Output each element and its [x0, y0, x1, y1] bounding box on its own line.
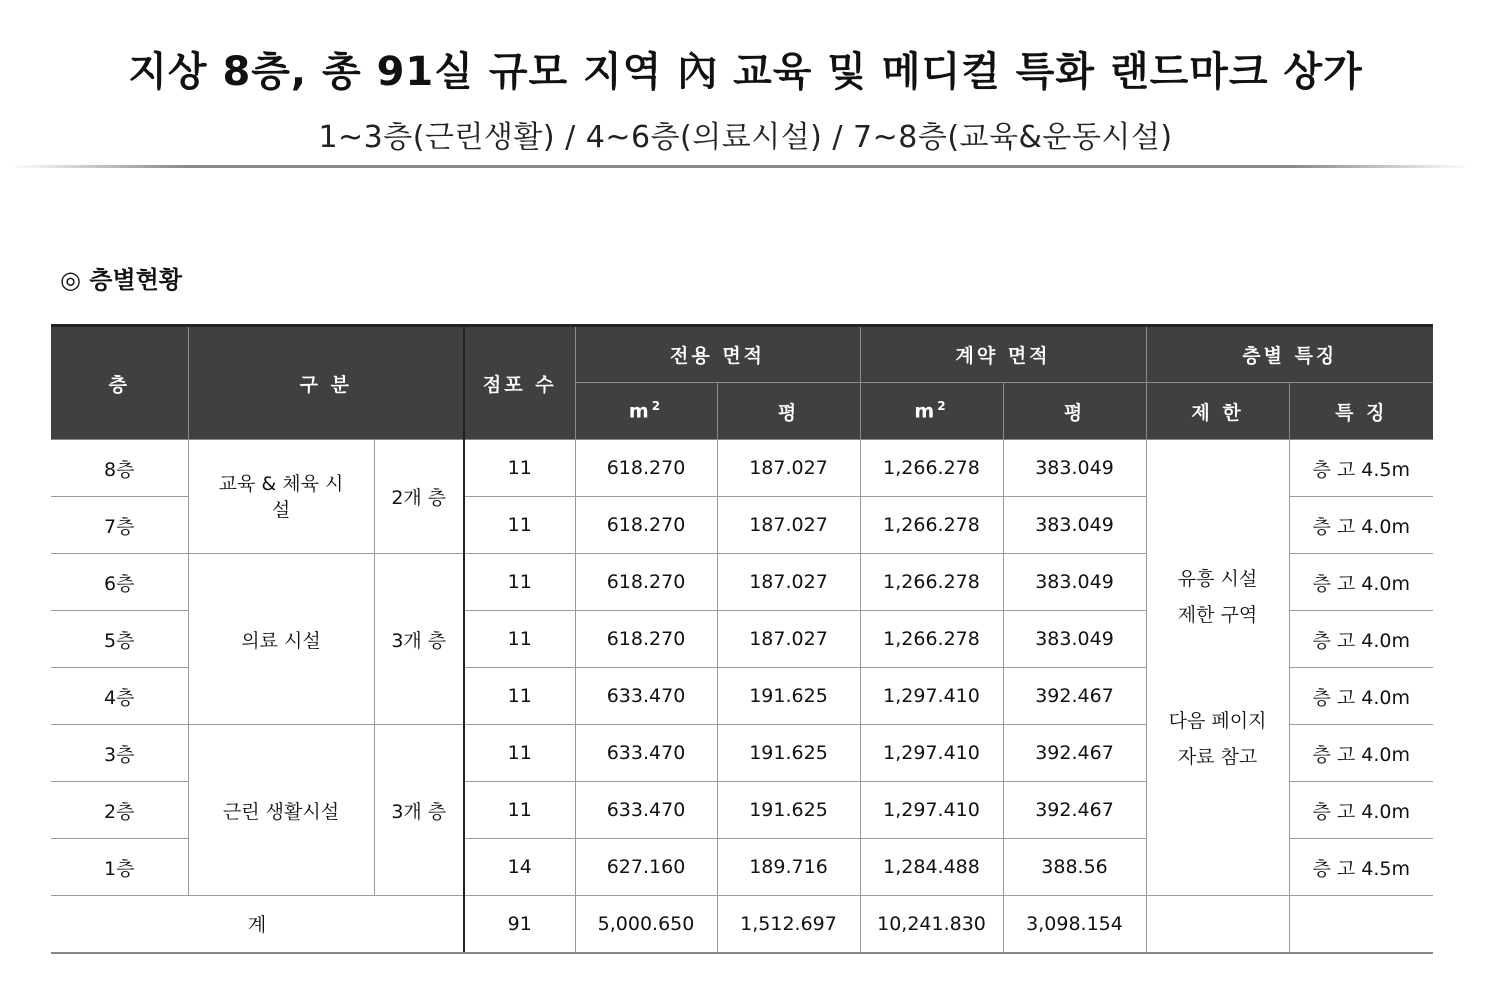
table-row — [51, 440, 1433, 497]
exclusive-m2-cell: 633.470 — [575, 725, 717, 782]
exclusive-m2-cell: 627.160 — [575, 839, 717, 896]
feature-cell: 층 고 4.0m — [1289, 782, 1433, 839]
contract-m2-cell: 1,297.410 — [860, 725, 1003, 782]
exclusive-m2-cell: 618.270 — [575, 611, 717, 668]
total-exclusive-m2: 5,000.650 — [575, 896, 717, 953]
restriction-line: 다음 페이지 — [1168, 709, 1267, 732]
header-restriction: 제 한 — [1146, 383, 1289, 440]
total-label: 계 — [51, 896, 464, 953]
stores-cell: 11 — [464, 782, 575, 839]
header-exclusive-area: 전용 면적 — [575, 326, 860, 383]
page-subtitle: 1~3층(근린생활) / 4~6층(의료시설) / 7~8층(교육&운동시설) — [318, 120, 1173, 155]
stores-cell: 14 — [464, 839, 575, 896]
total-restriction — [1146, 896, 1289, 953]
contract-m2-cell: 1,266.278 — [860, 440, 1003, 497]
floor-cell: 2층 — [51, 782, 188, 839]
restriction-line: 제한 구역 — [1177, 603, 1258, 626]
exclusive-pyeong-cell: 187.027 — [717, 440, 860, 497]
contract-m2-cell: 1,297.410 — [860, 782, 1003, 839]
contract-m2-cell: 1,297.410 — [860, 668, 1003, 725]
header-floor: 층 — [51, 326, 188, 440]
contract-pyeong-cell: 383.049 — [1003, 497, 1146, 554]
contract-m2-cell: 1,266.278 — [860, 554, 1003, 611]
stores-cell: 11 — [464, 725, 575, 782]
exclusive-m2-cell: 618.270 — [575, 497, 717, 554]
contract-pyeong-cell: 383.049 — [1003, 554, 1146, 611]
header-feature: 특 징 — [1289, 383, 1433, 440]
exclusive-m2-cell: 633.470 — [575, 782, 717, 839]
floor-cell: 4층 — [51, 668, 188, 725]
exclusive-pyeong-cell: 187.027 — [717, 611, 860, 668]
stores-cell: 11 — [464, 440, 575, 497]
category-floors-cell: 3개 층 — [374, 725, 464, 896]
feature-cell: 층 고 4.0m — [1289, 611, 1433, 668]
total-exclusive-pyeong: 1,512.697 — [717, 896, 860, 953]
exclusive-m2-cell: 633.470 — [575, 668, 717, 725]
category-cell: 의료 시설 — [188, 554, 374, 725]
exclusive-pyeong-cell: 187.027 — [717, 497, 860, 554]
exclusive-pyeong-cell: 187.027 — [717, 554, 860, 611]
category-cell: 근린 생활시설 — [188, 725, 374, 896]
header-divider — [10, 165, 1470, 168]
exclusive-pyeong-cell: 191.625 — [717, 725, 860, 782]
stores-cell: 11 — [464, 611, 575, 668]
floor-cell: 7층 — [51, 497, 188, 554]
contract-pyeong-cell: 392.467 — [1003, 725, 1146, 782]
stores-cell: 11 — [464, 668, 575, 725]
total-feature — [1289, 896, 1433, 953]
header-store-count: 점포 수 — [464, 326, 575, 440]
header-contract-m2: $m^2$ — [860, 383, 1003, 440]
exclusive-m2-cell: 618.270 — [575, 554, 717, 611]
feature-cell: 층 고 4.0m — [1289, 554, 1433, 611]
header-contract-pyeong: 평 — [1003, 383, 1146, 440]
floor-status-table — [51, 324, 1433, 954]
total-contract-m2: 10,241.830 — [860, 896, 1003, 953]
category-floors-cell: 3개 층 — [374, 554, 464, 725]
category-floors-cell: 2개 층 — [374, 440, 464, 554]
page-title: 지상 8층, 총 91실 규모 지역 內 교육 및 메디컬 특화 랜드마크 상가 — [128, 49, 1363, 95]
feature-cell: 층 고 4.5m — [1289, 440, 1433, 497]
total-row — [51, 896, 1433, 953]
stores-cell: 11 — [464, 497, 575, 554]
header-exclusive-pyeong: 평 — [717, 383, 860, 440]
feature-cell: 층 고 4.5m — [1289, 839, 1433, 896]
contract-pyeong-cell: 392.467 — [1003, 782, 1146, 839]
restriction-cell — [1146, 440, 1289, 896]
contract-m2-cell: 1,266.278 — [860, 611, 1003, 668]
restriction-line: 자료 참고 — [1177, 745, 1258, 768]
total-contract-pyeong: 3,098.154 — [1003, 896, 1146, 953]
stores-cell: 11 — [464, 554, 575, 611]
restriction-line: 유흥 시설 — [1177, 567, 1258, 590]
contract-m2-cell: 1,266.278 — [860, 497, 1003, 554]
header-contract-area: 계약 면적 — [860, 326, 1146, 383]
exclusive-pyeong-cell: 191.625 — [717, 782, 860, 839]
floor-cell: 1층 — [51, 839, 188, 896]
floor-cell: 5층 — [51, 611, 188, 668]
floor-cell: 6층 — [51, 554, 188, 611]
contract-pyeong-cell: 383.049 — [1003, 440, 1146, 497]
header-exclusive-m2: $m^2$ — [575, 383, 717, 440]
total-stores: 91 — [464, 896, 575, 953]
header-row-1 — [51, 326, 1433, 383]
contract-pyeong-cell: 392.467 — [1003, 668, 1146, 725]
category-name: 교육 & 체육 시설 — [218, 472, 344, 521]
floor-cell: 8층 — [51, 440, 188, 497]
exclusive-m2-cell: 618.270 — [575, 440, 717, 497]
contract-m2-cell: 1,284.488 — [860, 839, 1003, 896]
category-cell — [188, 440, 374, 554]
exclusive-pyeong-cell: 191.625 — [717, 668, 860, 725]
exclusive-pyeong-cell: 189.716 — [717, 839, 860, 896]
contract-pyeong-cell: 388.56 — [1003, 839, 1146, 896]
section-title: ◎ 층별현황 — [60, 266, 183, 294]
feature-cell: 층 고 4.0m — [1289, 668, 1433, 725]
feature-cell: 층 고 4.0m — [1289, 497, 1433, 554]
floor-cell: 3층 — [51, 725, 188, 782]
header-floor-features: 층별 특징 — [1146, 326, 1433, 383]
feature-cell: 층 고 4.0m — [1289, 725, 1433, 782]
contract-pyeong-cell: 383.049 — [1003, 611, 1146, 668]
header-category: 구 분 — [188, 326, 464, 440]
